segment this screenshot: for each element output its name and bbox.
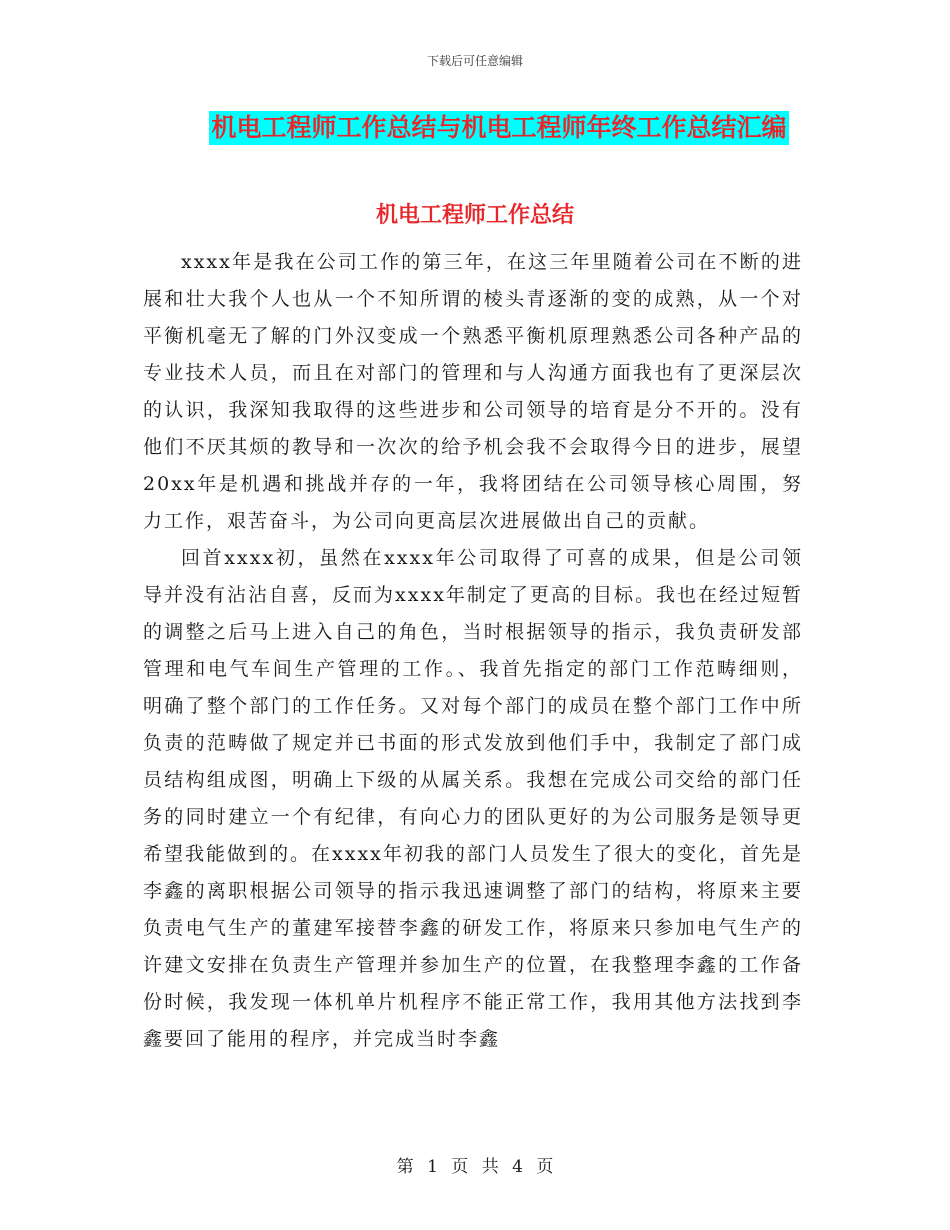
document-body <box>143 244 803 1058</box>
paragraph-2: 回首xxxx初，虽然在xxxx年公司取得了可喜的成果，但是公司领导并没有沾沾自喜，反而为xxxx年制定了更高的目标。我也在经过短暂的调整之后马上进入自己的角色，当时根据领导的指示，我负责研发部管理和电气车间生产管理的工作。、我首先指定的部门工作范畴细则，明确了整个部门的工作任务。又对每个部门的成员在整个部门工作中所负责的范畴做了规定并已书面的形式发放到他们手中，我制定了部门成员结构组成图，明确上下级的从属关系。我想在完成公司交给的部门任务的同时建立一个有纪律，有向心力的团队更好的为公司服务是领导更希望我能做到的。在xxxx年初我的部门人员发生了很大的变化，首先是李鑫的离职根据公司领导的指示我迅速调整了部门的结构，将原来主要负责电气生产的董建军接替李鑫的研发工作，将原来只参加电气生产的许建文安排在负责生产管理并参加生产的位置，在我整理李鑫的工作备份时候，我发现一体机单片机程序不能正常工作，我用其他方法找到李鑫要回了能用的程序，并完成当时李鑫 <box>143 547 803 1050</box>
page-number-footer: 第 1 页 共 4 页 <box>396 1157 554 1177</box>
paragraph-1: xxxx年是我在公司工作的第三年，在这三年里随着公司在不断的进展和壮大我个人也从一个不知所谓的棱头青逐渐的变的成熟，从一个对平衡机毫无了解的门外汉变成一个熟悉平衡机原理熟悉公司各种产品的专业技术人员，而且在对部门的管理和与人沟通方面我也有了更深层次的认识，我深知我取得的这些进步和公司领导的培育是分不开的。没有他们不厌其烦的教导和一次次的给予机会我不会取得今日的进步，展望20xx年是机遇和挑战并存的一年，我将团结在公司领导核心周围，努力工作，艰苦奋斗，为公司向更高层次进展做出自己的贡献。 <box>143 251 803 532</box>
section-title: 机电工程师工作总结 <box>375 202 574 228</box>
page-header-note: 下载后可任意编辑 <box>426 54 523 68</box>
document-title-container <box>0 111 950 145</box>
document-title: 机电工程师工作总结与机电工程师年终工作总结汇编 <box>209 111 788 145</box>
